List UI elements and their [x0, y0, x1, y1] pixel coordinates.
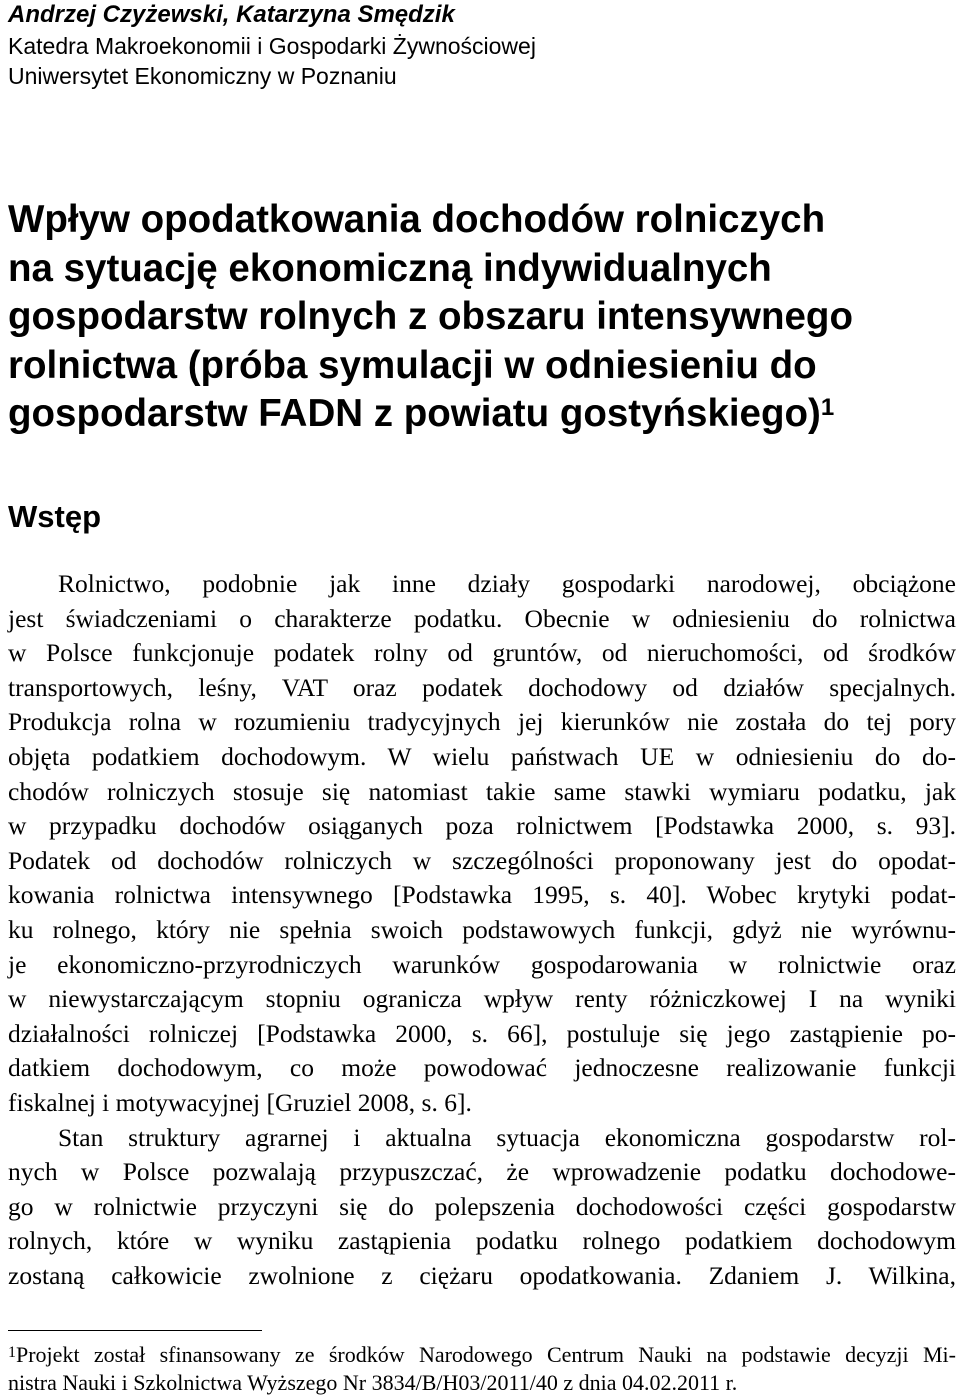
paper-title: [8, 196, 960, 439]
footnote: [8, 1341, 956, 1397]
title-line: Wpływ opodatkowania dochodów rolniczych: [8, 198, 826, 241]
body-line: w Polsce funkcjonuje podatek rolny od gruntów, od nieruchomości, od środków: [8, 638, 956, 668]
footnote-text: Projekt został sfinansowany ze środków Narodowego Centrum Nauki na podstawie decyzji Mi-: [16, 1342, 956, 1367]
body-line: je ekonomiczno-przyrodniczych warunków gospodarowania w rolnictwie oraz: [8, 949, 956, 979]
body-line: ku rolnego, który nie spełnia swoich podstawowych funkcji, gdyż nie wyrównu-: [8, 914, 956, 944]
body-line: go w rolnictwie przyczyni się do polepszenia dochodowości części gospodarstw: [8, 1191, 956, 1221]
authors: Andrzej Czyżewski, Katarzyna Smędzik: [8, 1, 455, 28]
body-line: Stan struktury agrarnej i aktualna sytuacja ekonomiczna gospodarstw rol-: [58, 1122, 956, 1152]
title-line-last: [8, 390, 960, 439]
affiliation-university: Uniwersytet Ekonomiczny w Poznaniu: [8, 63, 397, 89]
body-line: datkiem dochodowym, co może powodować jednoczesne realizowanie funkcji: [8, 1053, 956, 1083]
section-heading: Wstęp: [8, 499, 101, 534]
body-line: w przypadku dochodów osiąganych poza rolnictwem [Podstawka 2000, s. 93].: [8, 811, 956, 841]
body-line: działalności rolniczej [Podstawka 2000, s. 66], postuluje się jego zastąpienie po-: [8, 1018, 956, 1048]
body-line: chodów rolniczych stosuje się natomiast takie same stawki wymiaru podatku, jak: [8, 776, 956, 806]
footnote-divider: [8, 1330, 262, 1331]
body-line: jest świadczeniami o charakterze podatku. Obecnie w odniesieniu do rolnictwa: [8, 603, 956, 633]
body-line: Rolnictwo, podobnie jak inne działy gospodarki narodowej, obciążone: [58, 569, 956, 598]
body-line: Podatek od dochodów rolniczych w szczególności proponowany jest do opodat-: [8, 845, 956, 875]
title-line: na sytuację ekonomiczną indywidualnych: [8, 246, 772, 290]
body-line: kowania rolnictwa intensywnego [Podstawka 1995, s. 40]. Wobec krytyki podat-: [8, 880, 956, 910]
title-footnote-marker: 1: [820, 394, 835, 421]
footnote-line: [8, 1341, 956, 1369]
affiliation-department: Katedra Makroekonomii i Gospodarki Żywnościowej: [8, 33, 536, 59]
body-line: rolnych, które w wyniku zastąpienia podatku rolnego podatkiem dochodowym: [8, 1226, 956, 1256]
title-line: rolnictwa (próba symulacji w odniesieniu do: [8, 343, 817, 387]
body-text: [8, 567, 956, 1293]
title-line: gospodarstw rolnych z obszaru intensywnego: [8, 295, 853, 338]
footnote-marker: 1: [8, 1344, 16, 1361]
footnote-line: nistra Nauki i Szkolnictwa Wyższego Nr 3834/B/H03/2011/40 z dnia 04.02.2011 r.: [8, 1370, 738, 1395]
body-line: objęta podatkiem dochodowym. W wielu państwach UE w odniesieniu do do-: [8, 741, 956, 771]
body-line: fiskalnej i motywacyjnej [Gruziel 2008, s. 6].: [8, 1087, 472, 1117]
body-line: transportowych, leśny, VAT oraz podatek dochodowy od działów specjalnych.: [8, 672, 956, 702]
body-line: nych w Polsce pozwalają przypuszczać, że wprowadzenie podatku dochodowe-: [8, 1157, 956, 1187]
body-line: zostaną całkowicie zwolnione z ciężaru opodatkowania. Zdaniem J. Wilkina,: [8, 1260, 956, 1290]
body-line: w niewystarczającym stopniu ogranicza wpływ renty różniczkowej I na wyniki: [8, 984, 956, 1014]
body-line: Produkcja rolna w rozumieniu tradycyjnych jej kierunków nie została do tej pory: [8, 707, 956, 737]
title-line-text: gospodarstw FADN z powiatu gostyńskiego): [8, 392, 821, 435]
